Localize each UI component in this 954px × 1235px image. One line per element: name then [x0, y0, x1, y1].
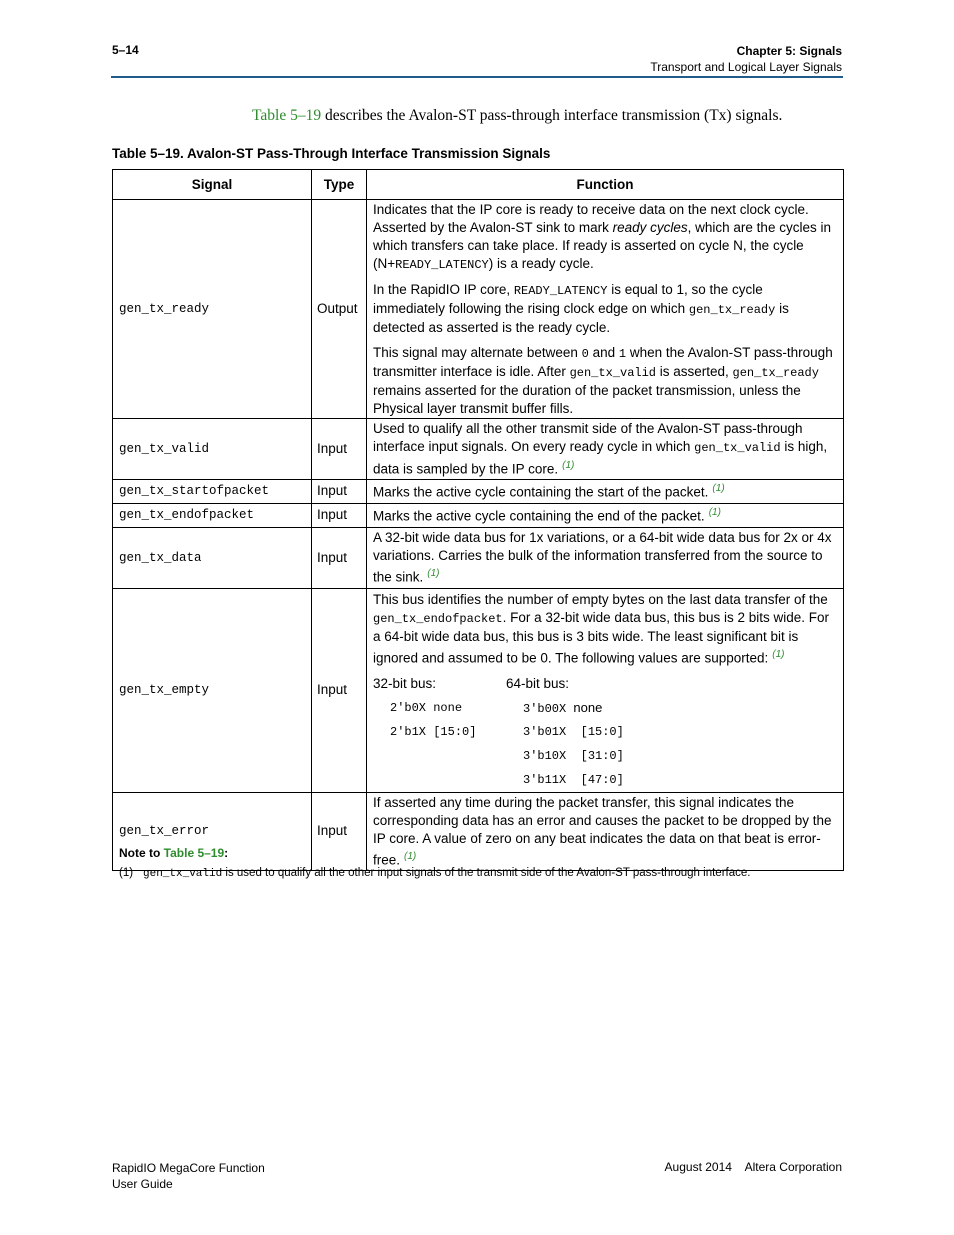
signal-type: Input	[312, 527, 367, 588]
bus32-code: 2'b1X	[390, 725, 427, 739]
signal-function	[367, 200, 844, 419]
signal-name: gen_tx_endofpacket	[113, 503, 312, 527]
header-rule	[111, 76, 843, 78]
footer-right: August 2014 Altera Corporation	[664, 1160, 842, 1174]
section-title: Transport and Logical Layer Signals	[650, 60, 842, 74]
table-row	[113, 419, 844, 480]
fn-code: 1	[618, 347, 627, 361]
fn-text: Marks the active cycle containing the start of the packet.	[373, 484, 709, 500]
table-row	[113, 588, 844, 793]
signals-table	[112, 169, 844, 871]
signal-name: gen_tx_ready	[113, 200, 312, 419]
fn-code: READY_LATENCY	[513, 284, 608, 298]
header-type: Type	[312, 170, 367, 200]
fn-text: Marks the active cycle containing the end of the packet.	[373, 508, 705, 524]
chapter-title: Chapter 5: Signals	[736, 44, 842, 58]
signal-name: gen_tx_error	[113, 793, 312, 871]
note-reference[interactable]: (1)	[427, 567, 440, 579]
note-reference[interactable]: (1)	[708, 507, 721, 519]
fn-text: Indicates that the IP core is ready to receive data on the next clock cycle. Asserted by the Avalon-ST sink to mark	[373, 202, 809, 235]
bus32-code: 2'b0X	[390, 701, 427, 715]
signal-type: Input	[312, 479, 367, 503]
signal-name: gen_tx_data	[113, 527, 312, 588]
bus64-code: 3'b00X	[523, 701, 567, 716]
table-caption: Table 5–19. Avalon-ST Pass-Through Interface Transmission Signals	[112, 146, 551, 161]
fn-italic: ready cycles	[612, 220, 688, 235]
footer-left	[112, 1160, 265, 1192]
bus-row	[373, 768, 835, 792]
note-text: is used to qualify all the other input signals of the transmit side of the Avalon-ST pass-through interface.	[222, 867, 751, 879]
fn-text: This signal may alternate between	[373, 345, 582, 360]
fn-text: is equal to 1, so the cycle immediately following the rising clock edge on which	[373, 282, 763, 316]
intro-paragraph	[252, 107, 782, 125]
fn-code: gen_tx_valid	[694, 441, 781, 455]
fn-text: , which are the cycles in which transfers can take place. If ready is asserted on cycle N, the cycle (N+	[373, 220, 831, 271]
running-header	[650, 43, 842, 75]
note-title-suffix: :	[224, 846, 229, 860]
bus-row	[373, 744, 835, 768]
table-note-1	[119, 867, 750, 880]
table-note-title	[119, 846, 228, 860]
fn-text: when the Avalon-ST pass-through transmitter interface is idle. After	[373, 345, 833, 379]
fn-text: This bus identifies the number of empty bytes on the last data transfer of the	[373, 591, 828, 607]
bus-row	[373, 696, 835, 720]
table-header-row	[113, 170, 844, 200]
bus64-value: [47:0]	[580, 773, 624, 787]
signal-function	[367, 479, 844, 503]
table-row	[113, 503, 844, 527]
fn-text: remains asserted for the duration of the packet transmission, unless the Physical layer transmit buffer fills.	[373, 383, 801, 416]
page-number: 5–14	[112, 43, 139, 57]
signal-function	[367, 527, 844, 588]
fn-code: gen_tx_ready	[732, 366, 819, 380]
table-row	[113, 200, 844, 419]
bus64-value: [31:0]	[580, 749, 624, 763]
bus-row	[373, 720, 835, 744]
fn-text: ) is a ready cycle.	[488, 256, 594, 271]
bus-labels	[373, 675, 835, 693]
bus32-label: 32-bit bus:	[373, 676, 437, 691]
header-function: Function	[367, 170, 844, 200]
fn-text: Used to qualify all the other transmit side of the Avalon-ST pass-through interface input signals. On every ready cycle in which	[373, 421, 803, 454]
footer-doc-type: User Guide	[112, 1177, 173, 1191]
signal-type: Input	[312, 419, 367, 480]
note-reference[interactable]: (1)	[772, 648, 785, 660]
note-number: (1)	[119, 867, 134, 879]
fn-text: If asserted any time during the packet transfer, this signal indicates the corresponding data has an error and causes the packet to be dropped by the IP core. A value of zero on any beat indicates the data on that beat is error-free.	[373, 795, 832, 868]
signal-name: gen_tx_valid	[113, 419, 312, 480]
signal-function	[367, 503, 844, 527]
note-reference[interactable]: (1)	[712, 483, 725, 495]
signal-type: Input	[312, 503, 367, 527]
intro-text: describes the Avalon-ST pass-through interface transmission (Tx) signals.	[321, 107, 783, 124]
bus64-label: 64-bit bus:	[506, 676, 570, 691]
fn-code: 0	[581, 347, 589, 361]
footer-product: RapidIO MegaCore Function	[112, 1161, 265, 1175]
note-reference[interactable]: (1)	[562, 460, 575, 471]
signal-type: Output	[312, 200, 367, 419]
note-title-prefix: Note to	[119, 846, 164, 860]
bus64-value: none	[573, 699, 603, 715]
fn-code: READY_LATENCY	[395, 258, 489, 272]
table-link[interactable]: Table 5–19	[252, 107, 322, 124]
bus-values	[373, 696, 835, 792]
bus32-value: [15:0]	[433, 725, 477, 739]
signal-type: Input	[312, 588, 367, 793]
signal-function	[367, 588, 844, 793]
fn-text: A 32-bit wide data bus for 1x variations, or a 64-bit wide data bus for 2x or 4x variations. Carries the bulk of the information transferred from the source to the sink.	[373, 529, 832, 584]
fn-text: . For a 32-bit wide data bus, this bus is 2 bits wide. For a 64-bit wide data bus, this bus is 3 bits wide. The least significant bit is ignored and assumed to be 0. The following values are supported:	[373, 609, 830, 665]
bus64-code: 3'b01X	[523, 725, 567, 739]
bus64-code: 3'b10X	[523, 749, 567, 763]
note-table-link[interactable]: Table 5–19	[163, 846, 225, 860]
signal-function	[367, 419, 844, 480]
signal-name: gen_tx_empty	[113, 588, 312, 793]
note-code: gen_tx_valid	[143, 868, 223, 880]
fn-text: and	[588, 345, 619, 360]
bus64-code: 3'b11X	[523, 773, 567, 787]
header-signal: Signal	[113, 170, 312, 200]
signal-name: gen_tx_startofpacket	[113, 479, 312, 503]
fn-code: gen_tx_endofpacket	[373, 611, 503, 626]
fn-code: gen_tx_ready	[688, 303, 776, 317]
fn-text: is detected as asserted is the ready cycle.	[373, 301, 789, 335]
fn-text: is asserted,	[656, 364, 733, 379]
signal-function	[367, 793, 844, 871]
fn-text: is high, data is sampled by the IP core.	[373, 439, 828, 477]
bus64-value: [15:0]	[580, 725, 624, 739]
table-row	[113, 479, 844, 503]
signal-type: Input	[312, 793, 367, 871]
fn-code: gen_tx_valid	[569, 366, 656, 380]
bus32-value: none	[433, 701, 463, 715]
table-row	[113, 527, 844, 588]
note-reference[interactable]: (1)	[404, 851, 417, 862]
fn-text: In the RapidIO IP core,	[373, 282, 514, 297]
